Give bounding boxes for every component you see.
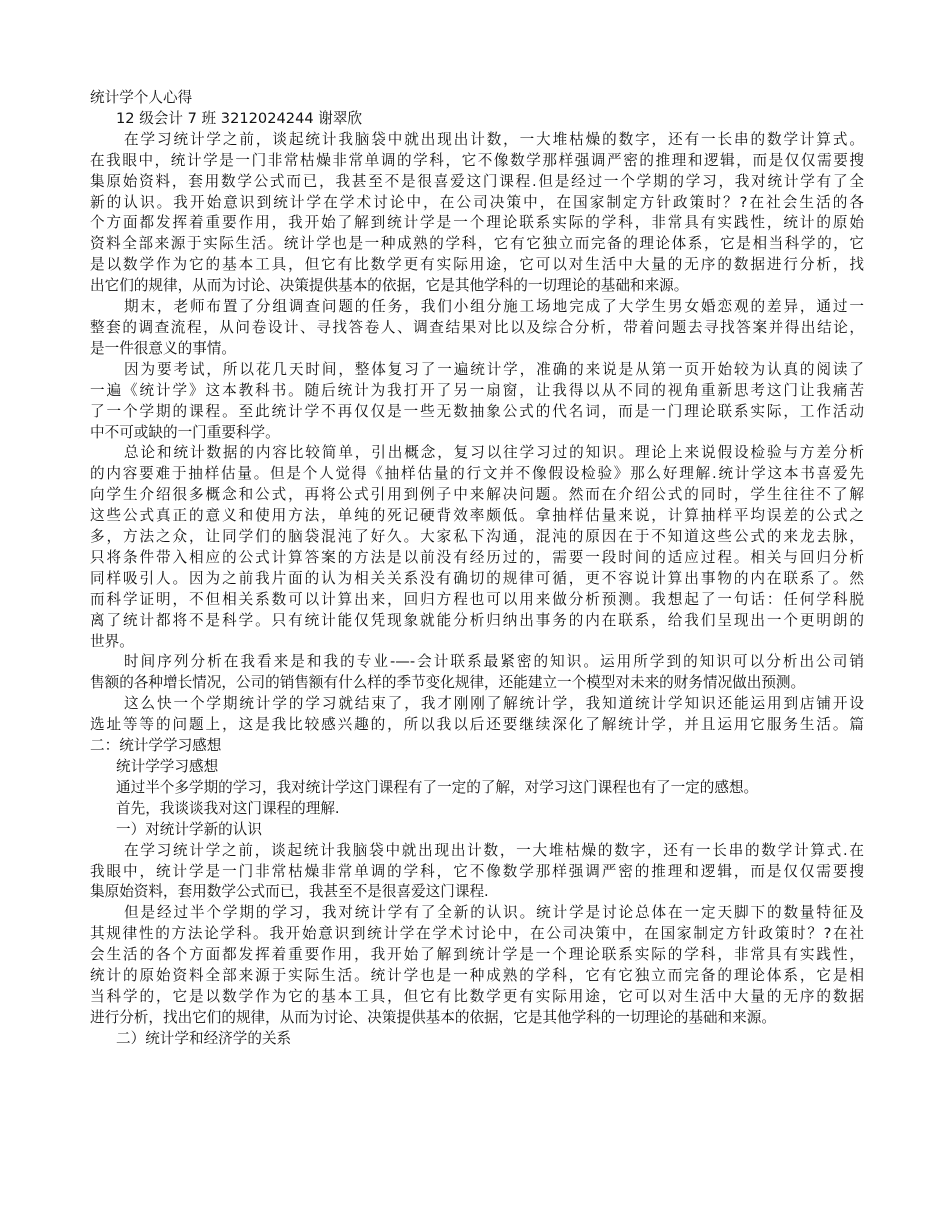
text-line: 在学习统计学之前，谈起统计我脑袋中就出现出计数，一大堆枯燥的数字，还有一长串的数学计算式.在 (124, 841, 864, 859)
text-line: 当科学的，它是以数学作为它的基本工具，但它有比数学更有实际用途，它可以对生活中大量的无序的数据 (90, 987, 864, 1005)
text-line: 世界。 (90, 632, 134, 650)
paragraph-2 (90, 297, 864, 360)
paragraph-7: 通过半个多学期的学习，我对统计学这门课程有了一定的了解，对学习这门课程也有了一定的感想。 (116, 778, 759, 796)
text-line: 个方面都发挥着重要作用，我开始了解到统计学是一个理论联系实际的学科，非常具有实践性，统计的原始 (90, 214, 864, 232)
text-line: 这些公式真正的意义和使用方法，单纯的死记硬背效率颇低。拿抽样估量来说，计算抽样平均误差的公式之 (90, 507, 864, 525)
text-line: 期末，老师布置了分组调查问题的任务，我们小组分施工场地完成了大学生男女婚恋观的差异，通过一 (124, 298, 864, 316)
text-line: 这么快一个学期统计学的学习就结束了，我才刚刚了解统计学，我知道统计学知识还能运用到店铺开设 (124, 695, 864, 713)
text-line: 一遍《统计学》这本教科书。随后统计为我打开了另一扇窗，让我得以从不同的视角重新思考这门让我痛苦 (90, 381, 864, 399)
text-line: 集原始资料，套用数学公式而已，我甚至不是很喜爱这门课程.但是经过一个学期的学习，我对统计学有了全 (90, 172, 864, 190)
text-line: 二：统计学学习感想 (90, 737, 222, 755)
paragraph-9 (90, 841, 864, 904)
text-line: 因为要考试，所以花几天时间，整体复习了一遍统计学，准确的来说是从第一页开始较为认真的阅读了 (124, 360, 864, 378)
text-line: 集原始资料，套用数学公式而已，我甚至不是很喜爱这门课程. (90, 883, 489, 901)
text-line: 资料全部来源于实际生活。统计学也是一种成熟的学科，它有它独立而完备的理论体系，它是相当科学的，它 (90, 235, 864, 253)
paragraph-3 (90, 360, 864, 444)
text-line: 在学习统计学之前，谈起统计我脑袋中就出现出计数，一大堆枯燥的数字，还有一长串的数学计算式。 (124, 130, 864, 148)
text-line: 在我眼中，统计学是一门非常枯燥非常单调的学科，它不像数学那样强调严密的推理和逻辑，而是仅仅需要搜 (90, 151, 864, 169)
paragraph-1 (90, 130, 864, 297)
text-line: 整套的调查流程，从问卷设计、寻找答卷人、调查结果对比以及综合分析，带着问题去寻找答案并得出结论， (90, 318, 864, 336)
text-line: 了一个学期的课程。至此统计学不再仅仅是一些无数抽象公式的代名词，而是一门理论联系实际，工作活动 (90, 402, 864, 420)
text-line: 向学生介绍很多概念和公式，再将公式引用到例子中来解决问题。然而在介绍公式的同时，学生往往不了解 (90, 486, 864, 504)
subheading-1: 一）对统计学新的认识 (116, 820, 262, 838)
text-line: 只将条件带入相应的公式计算答案的方法是以前没有经历过的，需要一段时间的适应过程。相关与回归分析 (90, 548, 864, 566)
text-line: 是一件很意义的事情。 (90, 339, 236, 357)
text-line: 总论和统计数据的内容比较简单，引出概念，复习以往学习过的知识。理论上来说假设检验与方差分析 (124, 444, 864, 462)
text-line: 时间序列分析在我看来是和我的专业-—-会计联系最紧密的知识。运用所学到的知识可以分析出公司销 (124, 653, 864, 671)
text-line: 其规律性的方法论学科。我开始意识到统计学在学术讨论中，在公司决策中，在国家制定方针政策时？?在社 (90, 925, 864, 943)
text-line: 进行分析，找出它们的规律，从而为讨论、决策提供基本的依据，它是其他学科的一切理论的基础和来源。 (90, 1008, 776, 1026)
text-line: 同样吸引人。因为之前我片面的认为相关关系没有确切的规律可循，更不容说计算出事物的内在联系了。然 (90, 569, 864, 587)
text-line: 多，方法之众，让同学们的脑袋混沌了好久。大家私下沟通，混沌的原因在于不知道这些公式的来龙去脉， (90, 528, 864, 546)
text-line: 出它们的规律，从而为讨论、决策提供基本的依据，它是其他学科的一切理论的基础和来源。 (90, 277, 689, 295)
author-line: 12 级会计 7 班 3212024244 谢翠欣 (116, 109, 363, 127)
text-line: 中不可或缺的一门重要科学。 (90, 423, 280, 441)
text-line: 统计的原始资料全部来源于实际生活。统计学也是一种成熟的学科，它有它独立而完备的理论体系，它是相 (90, 967, 864, 985)
paragraph-6 (90, 694, 864, 757)
text-line: 离了统计都将不是科学。只有统计能仅凭现象就能分析归纳出事务的内在联系，给我们呈现出一个更明朗的 (90, 611, 864, 629)
text-line: 新的认识。我开始意识到统计学在学术讨论中，在公司决策中，在国家制定方针政策时？?在社会生活的各 (90, 193, 864, 211)
section-2-title: 统计学学习感想 (116, 758, 219, 775)
paragraph-5 (90, 652, 864, 694)
text-line: 的内容要难于抽样估量。但是个人觉得《抽样估量的行文并不像假设检验》那么好理解.统计学这本书喜爱先 (90, 465, 864, 483)
text-line: 售额的各种增长情况，公司的销售额有什么样的季节变化规律，还能建立一个模型对未来的财务情况做出预测。 (90, 674, 806, 692)
subheading-2: 二）统计学和经济学的关系 (116, 1029, 292, 1047)
paragraph-10 (90, 903, 864, 1028)
text-line: 选址等等的问题上，这是我比较感兴趣的，所以我以后还要继续深化了解统计学，并且运用它服务生活。篇 (90, 716, 864, 734)
paragraph-4 (90, 443, 864, 652)
document-title: 统计学个人心得 (90, 89, 193, 106)
text-line: 我眼中，统计学是一门非常枯燥非常单调的学科，它不像数学那样强调严密的推理和逻辑，而是仅仅需要搜 (90, 862, 864, 880)
text-line: 会生活的各个方面都发挥着重要作用，我开始了解到统计学是一个理论联系实际的学科，非常具有实践性， (90, 946, 864, 964)
text-line: 但是经过半个学期的学习，我对统计学有了全新的认识。统计学是讨论总体在一定天脚下的数量特征及 (124, 904, 864, 922)
text-line: 而科学证明，不但相关系数可以计算出来，回归方程也可以用来做分析预测。我想起了一句话：任何学科脱 (90, 590, 864, 608)
text-line: 是以数学作为它的基本工具，但它有比数学更有实际用途，它可以对生活中大量的无序的数据进行分析，找 (90, 256, 864, 274)
paragraph-8: 首先，我谈谈我对这门课程的理解. (116, 799, 340, 817)
